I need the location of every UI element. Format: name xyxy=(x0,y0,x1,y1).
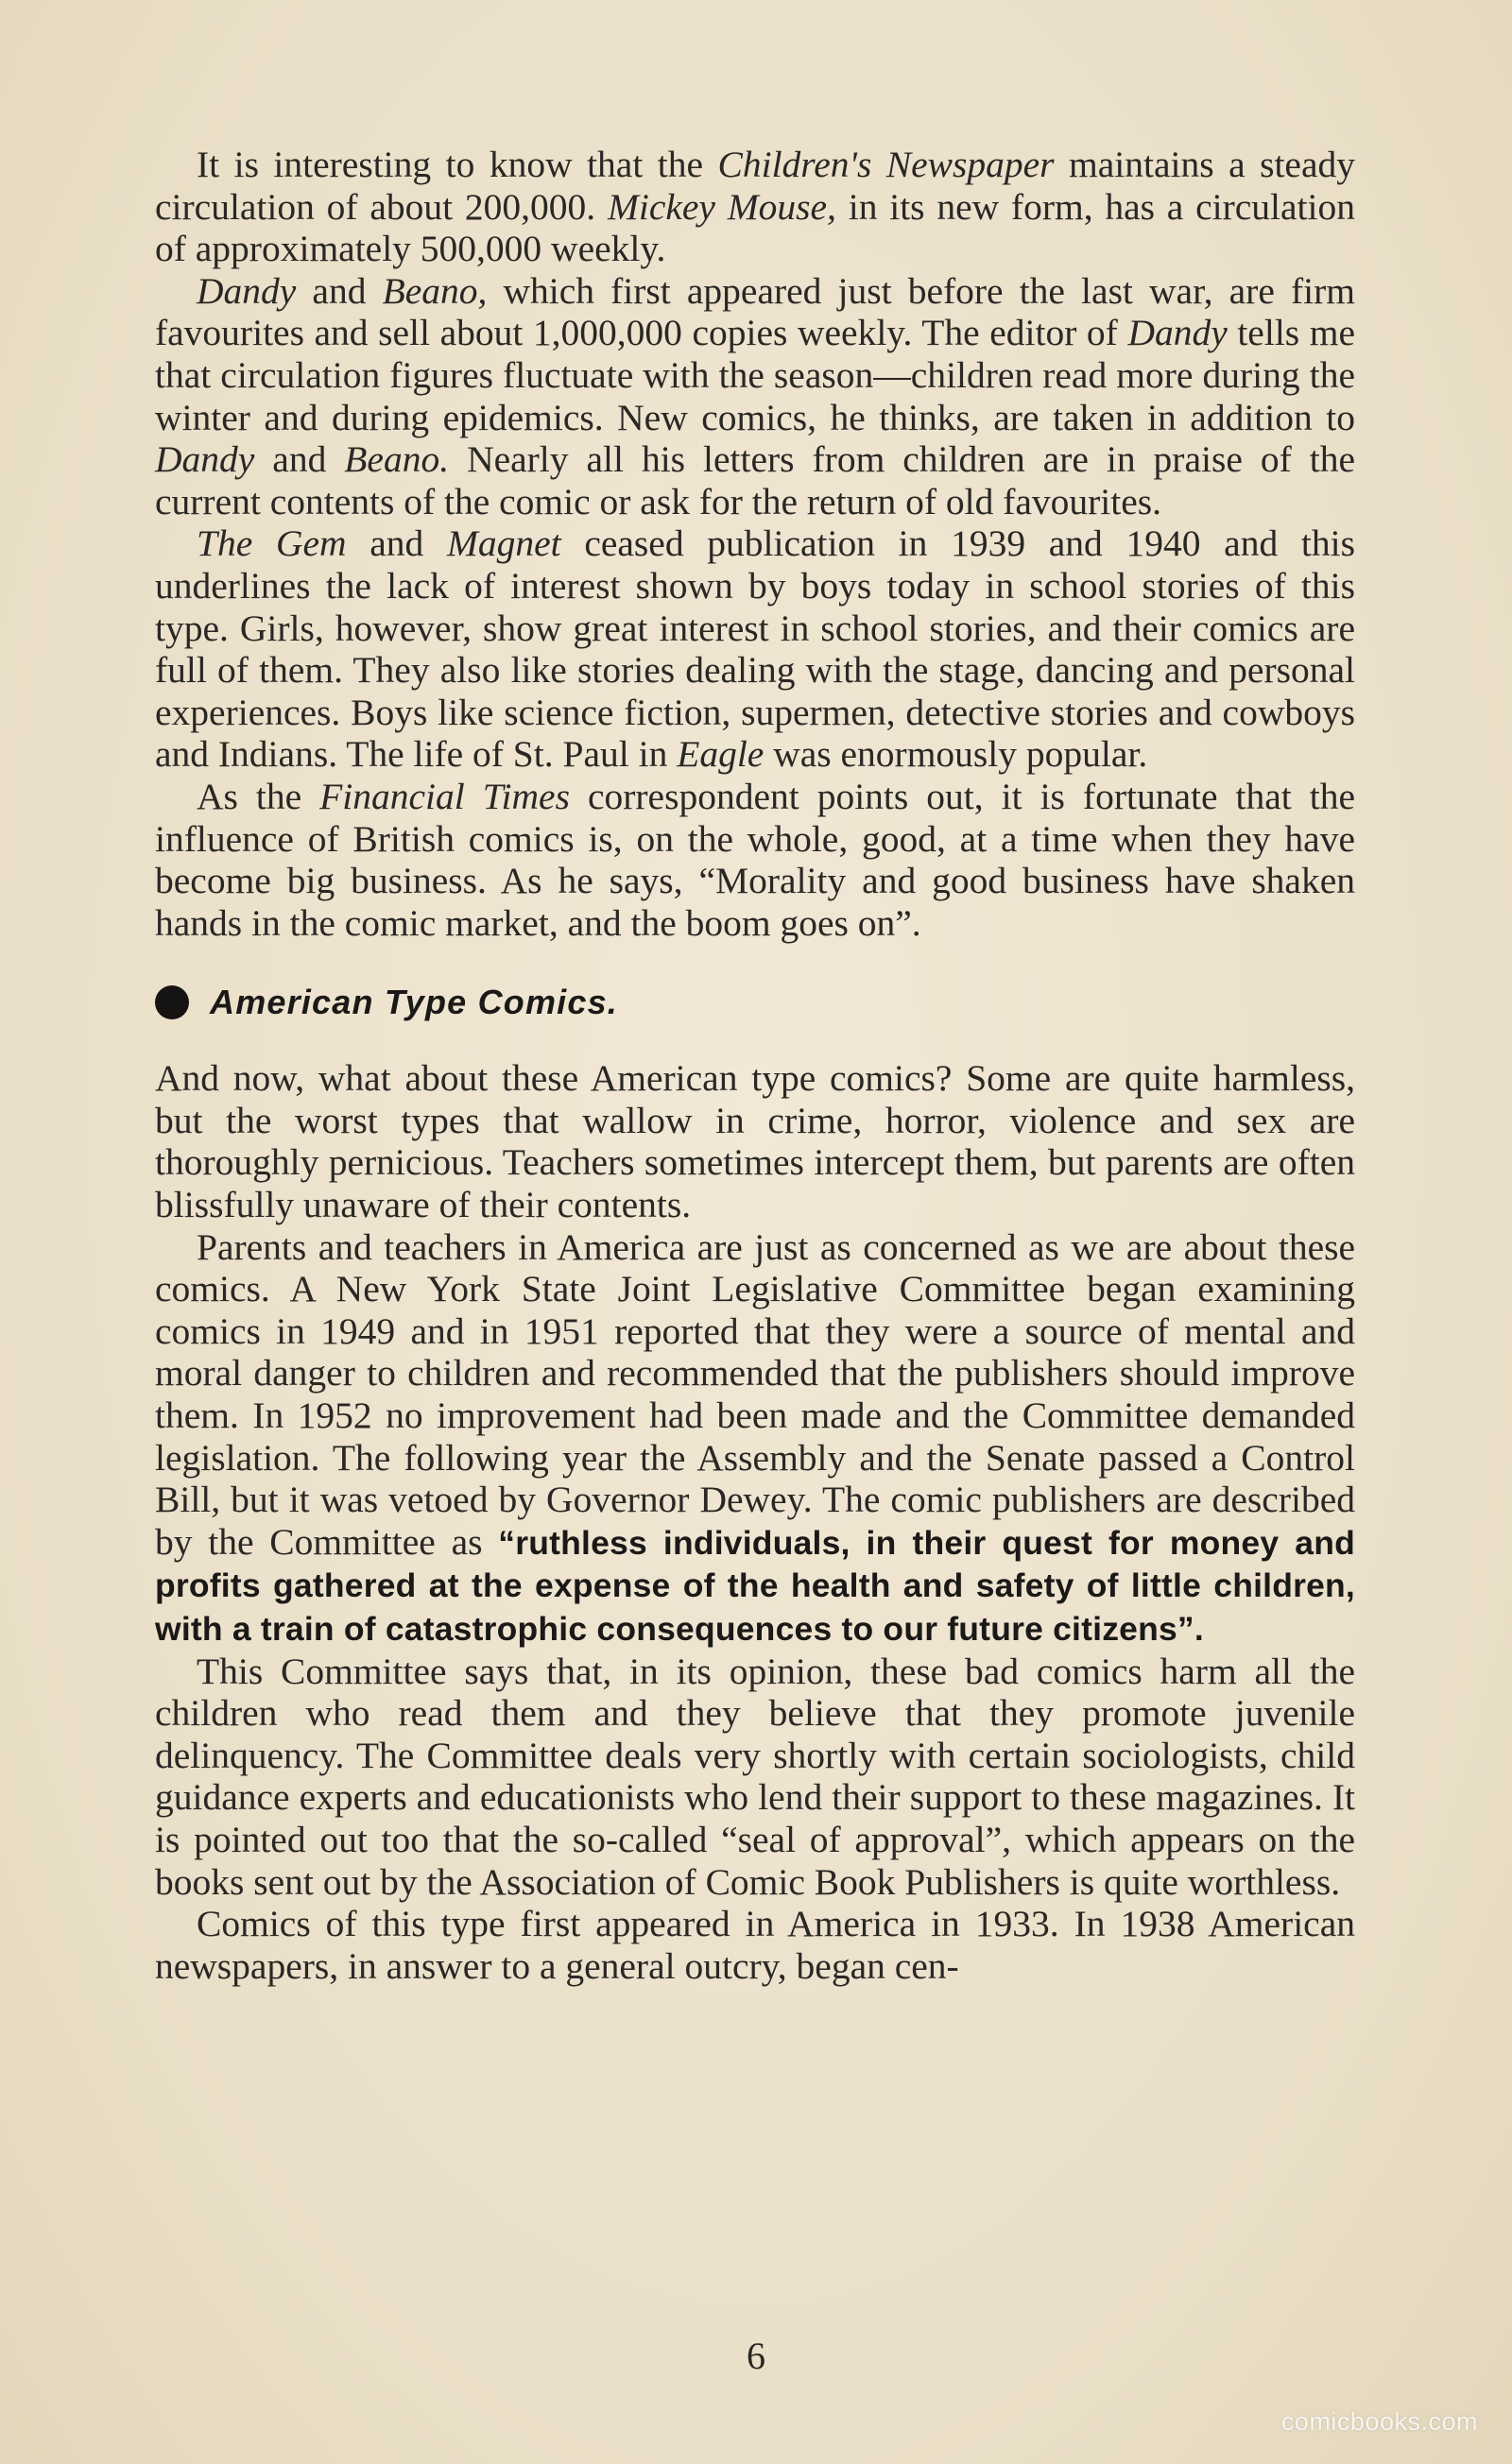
text-run: As the xyxy=(197,775,320,817)
text-run: and xyxy=(254,438,345,481)
bullet-icon xyxy=(155,985,189,1019)
text-run: and xyxy=(346,522,447,565)
paragraph-3 xyxy=(155,522,1355,776)
text-run: and xyxy=(296,269,383,312)
text-run: tells me that circulation figures fluctuate with the season—children read more during the winter and during epidemics. New comics, he thinks, are taken in addition to xyxy=(155,312,1355,438)
italic-title: Children's Newspaper xyxy=(717,144,1055,185)
text-run: ceased publication in 1939 and 1940 and this underlines the lack of interest shown by boys today in school stories of this type. Girls, however, show great interest in school stories, and their comics are full of them. They also like stories dealing with the stage, dancing and personal experiences. Boys like science fiction, supermen, detective stories and cowboys and Indians. The life of St. Paul in xyxy=(155,522,1355,776)
text-run: It is interesting to know that the xyxy=(197,144,718,185)
paragraph-1 xyxy=(155,144,1355,270)
italic-title: The Gem xyxy=(197,522,347,565)
italic-title: Beano, xyxy=(382,269,488,312)
bold-quote: “ruthless individuals, in their quest for money and profits gathered at the expense of the health and safety of little children, with a train of catastrophic consequences to our future citizens”. xyxy=(155,1523,1355,1648)
italic-title: Eagle xyxy=(677,733,765,776)
italic-title: Beano. xyxy=(344,438,450,481)
text-run: in its new form, has a circulation of approximately 500,000 weekly. xyxy=(155,185,1356,270)
italic-title: Mickey Mouse, xyxy=(607,185,836,228)
italic-title: Dandy xyxy=(197,269,297,312)
text-run: Parents and teachers in America are just as concerned as we are about these comics. A New York State Joint Legislative Committee began examining comics in 1949 and in 1951 reported that they were a source of mental and moral danger to children and recommended that the publishers should improve them. In 1952 no improvement had been made and the Committee demanded legislation. The following year the Assembly and the Senate passed a Control Bill, but it was vetoed by Governor Dewey. The comic publishers are described by the Committee as xyxy=(155,1225,1355,1563)
italic-title: Dandy xyxy=(155,438,255,481)
text-run: Nearly all his letters from children are in praise of the current contents of the comic or ask for the return of old favourites. xyxy=(155,438,1355,522)
text-run: was enormously popular. xyxy=(764,733,1148,776)
paragraph-6 xyxy=(155,1226,1355,1651)
paragraph-5: And now, what about these American type comics? Some are quite harmless, but the worst types that wallow in crime, horror, violence and sex are thoroughly pernicious. Teachers sometimes intercept them, but parents are often blissfully unaware of their contents. xyxy=(155,1057,1355,1226)
paragraph-2 xyxy=(155,270,1355,523)
paragraph-8: Comics of this type first appeared in America in 1933. In 1938 American newspapers, in answer to a general outcry, began cen- xyxy=(155,1903,1355,1987)
italic-title: Financial Times xyxy=(319,775,570,817)
watermark: comicbooks.com xyxy=(1280,2407,1478,2436)
body-text xyxy=(155,144,1355,1987)
paragraph-4 xyxy=(155,776,1355,944)
italic-title: Magnet xyxy=(446,522,561,565)
section-heading xyxy=(155,982,1355,1023)
page-number: 6 xyxy=(747,2335,765,2377)
text-run: correspondent points out, it is fortunate that the influence of British comics is, on the whole, good, at a time when they have become big business. As he says, “Morality and good business have shaken hands in the comic market, and the boom goes on”. xyxy=(155,775,1355,944)
italic-title: Dandy xyxy=(1127,312,1228,354)
text-run: which first appeared just before the last war, are firm favourites and sell about 1,000,000 copies weekly. The editor of xyxy=(155,269,1355,354)
text-run: maintains a steady circulation of about 200,000. xyxy=(155,144,1355,228)
section-heading-text: American Type Comics. xyxy=(210,983,619,1022)
paragraph-7: This Committee says that, in its opinion, these bad comics harm all the children who read them and they believe that they promote juvenile delinquency. The Committee deals very shortly with certain sociologists, child guidance experts and educationists who lend their support to these magazines. It is pointed out too that the so-called “seal of approval”, which appears on the books sent out by the Association of Comic Book Publishers is quite worthless. xyxy=(155,1650,1355,1903)
